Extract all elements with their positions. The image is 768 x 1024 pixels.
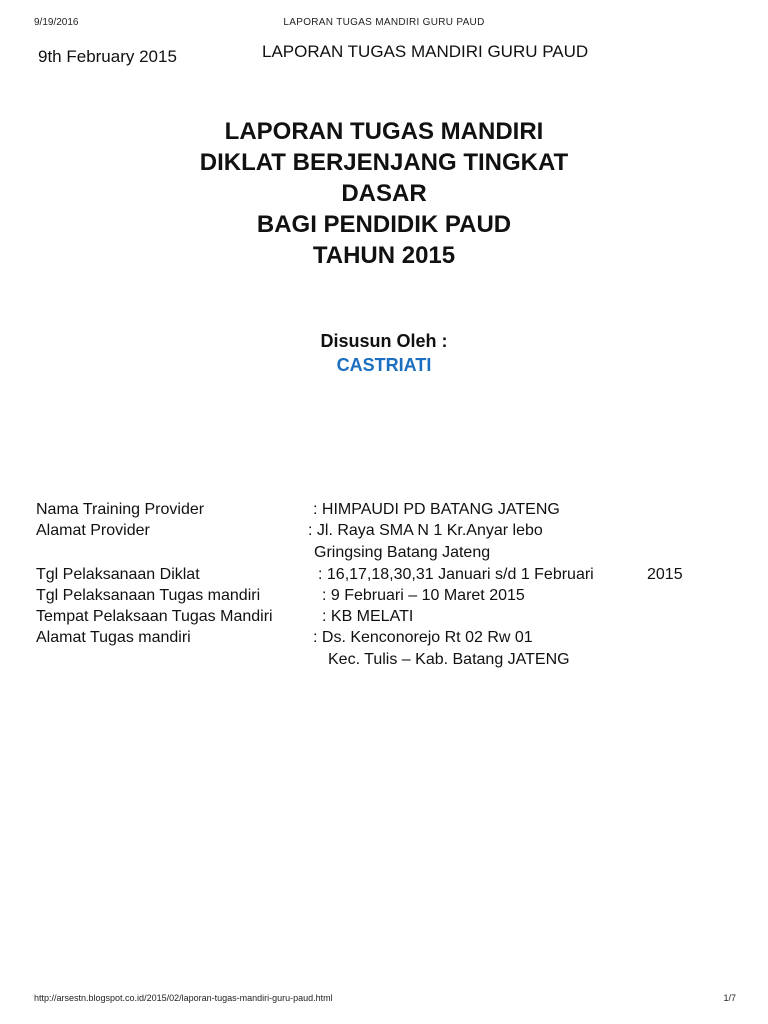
title-line: TAHUN 2015 — [312, 242, 456, 269]
author-label: Disusun Oleh : — [320, 331, 448, 351]
document-title — [0, 116, 768, 271]
info-label-training-provider: Nama Training Provider — [36, 501, 205, 518]
info-value-tgl-diklat-year: 2015 — [647, 566, 683, 583]
info-value-alamat-provider-cont: Gringsing Batang Jateng — [314, 544, 491, 561]
info-value-tempat-tugas: : KB MELATI — [322, 608, 414, 625]
title-line: LAPORAN TUGAS MANDIRI — [224, 118, 544, 145]
title-line: BAGI PENDIDIK PAUD — [256, 211, 512, 238]
info-value-alamat-tugas-cont: Kec. Tulis – Kab. Batang JATENG — [328, 651, 570, 668]
info-value-alamat-provider: : Jl. Raya SMA N 1 Kr.Anyar lebo — [308, 522, 543, 539]
title-line: DIKLAT BERJENJANG TINGKAT — [199, 149, 569, 176]
print-footer-url[interactable]: http://arsestn.blogspot.co.id/2015/02/laporan-tugas-mandiri-guru-paud.html — [34, 993, 333, 1003]
info-value-alamat-tugas: : Ds. Kenconorejo Rt 02 Rw 01 — [313, 629, 533, 646]
post-date: 9th February 2015 — [38, 47, 177, 66]
title-line: DASAR — [341, 180, 427, 207]
blog-title[interactable]: LAPORAN TUGAS MANDIRI GURU PAUD — [262, 42, 589, 61]
info-value-tgl-tugas: : 9 Februari – 10 Maret 2015 — [322, 587, 525, 604]
author-name[interactable]: CASTRIATI — [336, 355, 432, 375]
info-label-tempat-tugas: Tempat Pelaksaan Tugas Mandiri — [36, 608, 273, 625]
print-header-title: LAPORAN TUGAS MANDIRI GURU PAUD — [283, 17, 485, 28]
info-value-training-provider: : HIMPAUDI PD BATANG JATENG — [313, 501, 560, 518]
info-label-tgl-diklat: Tgl Pelaksanaan Diklat — [36, 566, 200, 583]
info-value-tgl-diklat: : 16,17,18,30,31 Januari s/d 1 Februari — [318, 566, 594, 583]
info-label-alamat-tugas: Alamat Tugas mandiri — [36, 629, 191, 646]
info-label-alamat-provider: Alamat Provider — [36, 522, 150, 539]
print-header-date: 9/19/2016 — [34, 17, 79, 28]
print-footer-page: 1/7 — [723, 993, 736, 1003]
info-label-tgl-tugas: Tgl Pelaksanaan Tugas mandiri — [36, 587, 261, 604]
